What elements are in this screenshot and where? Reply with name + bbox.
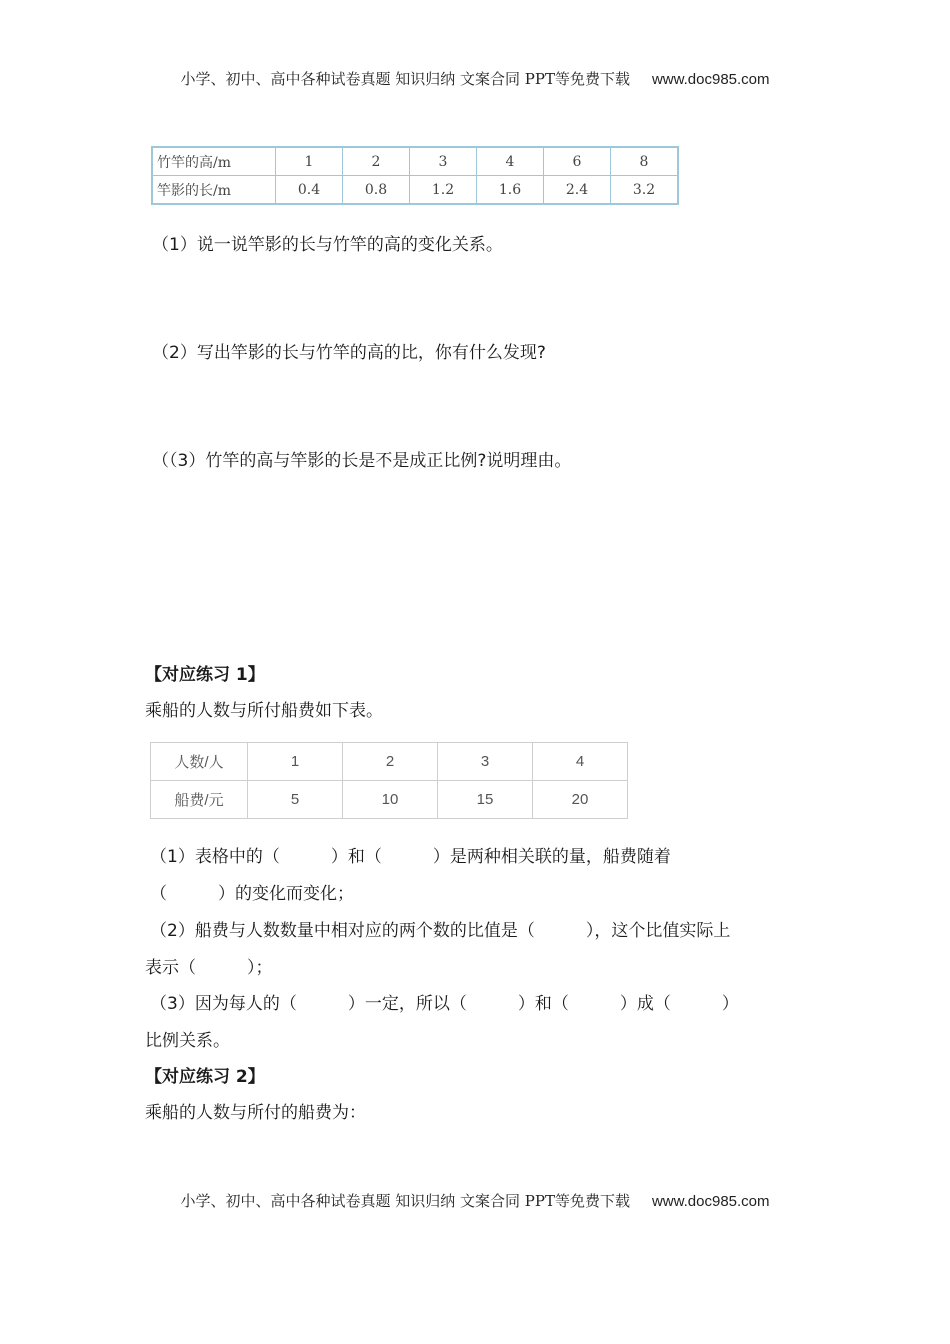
page-footer bbox=[0, 1190, 950, 1211]
table-cell: 4 bbox=[477, 147, 544, 176]
table-cell: 8 bbox=[611, 147, 679, 176]
table-cell: 0.4 bbox=[276, 176, 343, 205]
table-cell: 1 bbox=[248, 743, 343, 781]
boat-fare-table bbox=[150, 742, 628, 819]
footer-text: 小学、初中、高中各种试卷真题 知识归纳 文案合同 PPT等免费下载 bbox=[180, 1192, 630, 1210]
practice-1-line: （ ）的变化而变化； bbox=[150, 884, 354, 904]
practice-1-intro: 乘船的人数与所付船费如下表。 bbox=[145, 701, 383, 721]
table-cell: 3.2 bbox=[611, 176, 679, 205]
practice-1-line: （1）表格中的（ ）和（ ）是两种相关联的量，船费随着 bbox=[150, 847, 671, 867]
practice-1-title: 【对应练习 1】 bbox=[145, 665, 265, 685]
table-cell: 10 bbox=[343, 781, 438, 819]
table-row bbox=[152, 147, 678, 176]
table-cell: 2 bbox=[343, 147, 410, 176]
table-row bbox=[151, 781, 628, 819]
practice-2-title: 【对应练习 2】 bbox=[145, 1067, 265, 1087]
practice-1-line: （2）船费与人数数量中相对应的两个数的比值是（ ），这个比值实际上 bbox=[150, 921, 731, 941]
practice-1-line: 表示（ ）； bbox=[145, 958, 273, 978]
table-row bbox=[151, 743, 628, 781]
table-row bbox=[152, 176, 678, 205]
practice-2-intro: 乘船的人数与所付的船费为： bbox=[145, 1103, 366, 1123]
row-header: 船费/元 bbox=[151, 781, 248, 819]
question-2: （2）写出竿影的长与竹竿的高的比，你有什么发现? bbox=[152, 343, 546, 363]
question-3: （（3）竹竿的高与竿影的长是不是成正比例?说明理由。 bbox=[152, 451, 572, 471]
table-cell: 2.4 bbox=[544, 176, 611, 205]
table-cell: 3 bbox=[438, 743, 533, 781]
table-cell: 1.2 bbox=[410, 176, 477, 205]
page-header bbox=[0, 68, 950, 89]
table-cell: 1 bbox=[276, 147, 343, 176]
practice-1-line: 比例关系。 bbox=[145, 1031, 230, 1051]
table-cell: 2 bbox=[343, 743, 438, 781]
table-cell: 6 bbox=[544, 147, 611, 176]
table-cell: 15 bbox=[438, 781, 533, 819]
table-cell: 5 bbox=[248, 781, 343, 819]
bamboo-shadow-table bbox=[151, 146, 679, 205]
footer-url[interactable]: www.doc985.com bbox=[651, 1193, 770, 1210]
table-cell: 20 bbox=[533, 781, 628, 819]
question-1: （1）说一说竿影的长与竹竿的高的变化关系。 bbox=[152, 235, 503, 255]
table-cell: 1.6 bbox=[477, 176, 544, 205]
practice-1-line: （3）因为每人的（ ）一定，所以（ ）和（ ）成（ ） bbox=[150, 994, 739, 1014]
header-url[interactable]: www.doc985.com bbox=[651, 71, 770, 88]
table-cell: 4 bbox=[533, 743, 628, 781]
header-text: 小学、初中、高中各种试卷真题 知识归纳 文案合同 PPT等免费下载 bbox=[180, 70, 630, 88]
row-header: 竿影的长/m bbox=[152, 176, 276, 205]
row-header: 竹竿的高/m bbox=[152, 147, 276, 176]
table-cell: 0.8 bbox=[343, 176, 410, 205]
table-cell: 3 bbox=[410, 147, 477, 176]
row-header: 人数/人 bbox=[151, 743, 248, 781]
